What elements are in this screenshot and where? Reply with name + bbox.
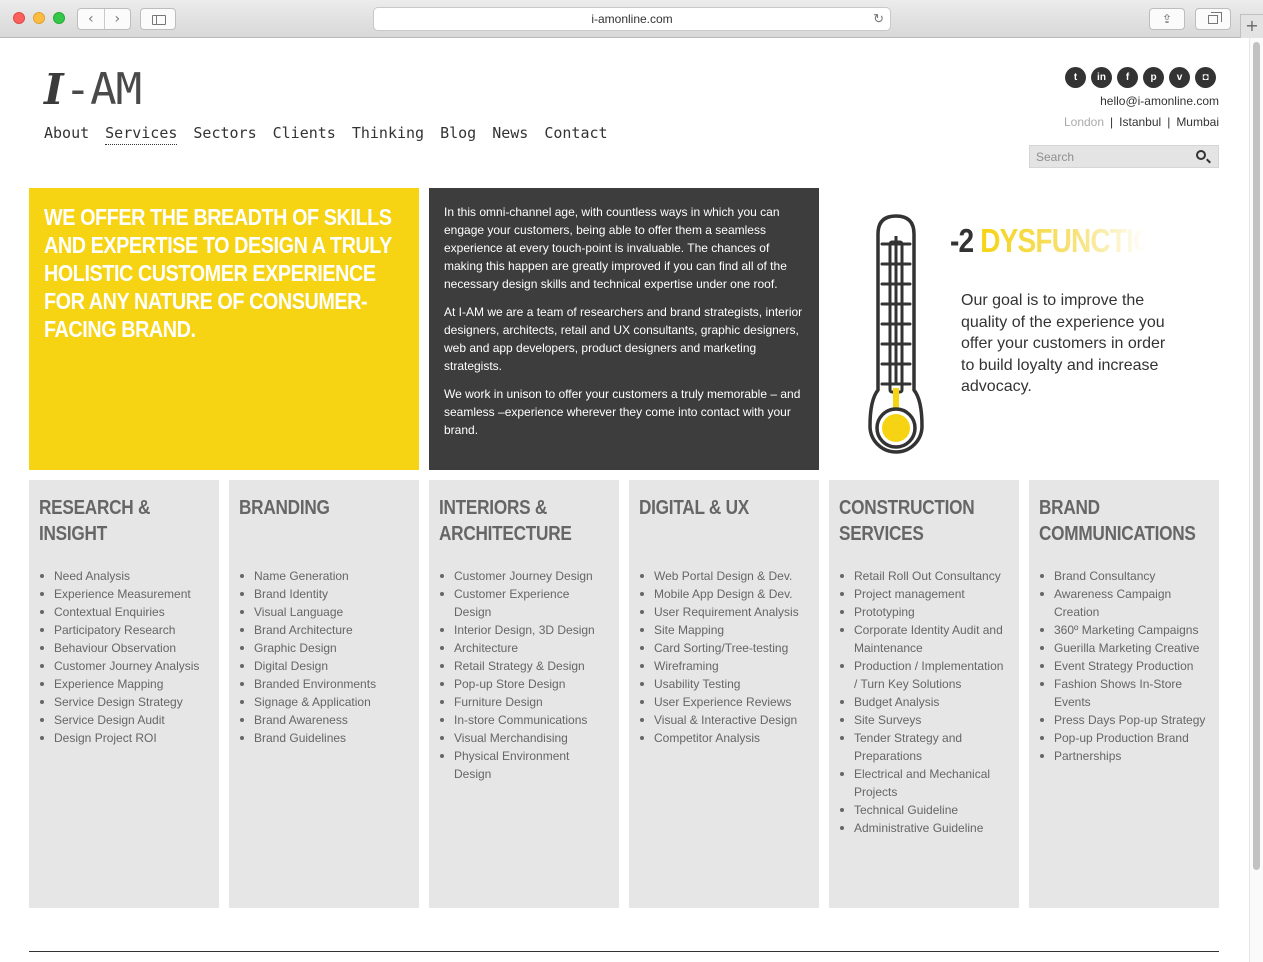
service-item[interactable]: Retail Strategy & Design <box>439 657 609 675</box>
nav-services[interactable]: Services <box>105 124 177 145</box>
service-item[interactable]: Experience Mapping <box>39 675 209 693</box>
service-item[interactable]: Budget Analysis <box>839 693 1009 711</box>
service-item[interactable]: Tender Strategy and Preparations <box>839 729 1009 765</box>
service-item[interactable]: Project management <box>839 585 1009 603</box>
reload-icon[interactable]: ↻ <box>873 11 884 26</box>
share-button[interactable]: ⇪ <box>1149 8 1185 30</box>
nav-blog[interactable]: Blog <box>440 124 477 142</box>
close-window-button[interactable] <box>13 12 25 24</box>
nav-sectors[interactable]: Sectors <box>193 124 257 142</box>
intro-paragraph: In this omni-channel age, with countless ways in which you can engage your customers, being able to offer them a seamless experience at every touch-point is invaluable. The chances of making this happen are greatly improved if you can find all of the necessary design skills and technical expertise under one roof. <box>444 205 787 291</box>
service-list <box>639 567 809 747</box>
service-item[interactable]: Usability Testing <box>639 675 809 693</box>
tabs-icon <box>1208 15 1218 24</box>
history-buttons <box>77 8 131 30</box>
service-item[interactable]: Physical Environment Design <box>439 747 609 783</box>
intro-paragraph: We work in unison to offer your customers a truly memorable – and seamless –experience wherever they come into contact with your brand. <box>444 387 801 437</box>
new-tab-button[interactable]: + <box>1240 14 1263 38</box>
nav-about[interactable]: About <box>44 124 90 142</box>
service-item[interactable]: Architecture <box>439 639 609 657</box>
service-item[interactable]: Pop-up Store Design <box>439 675 609 693</box>
service-item[interactable]: Service Design Strategy <box>39 693 209 711</box>
service-title: RESEARCH & INSIGHT <box>39 497 151 545</box>
service-item[interactable]: Card Sorting/Tree-testing <box>639 639 809 657</box>
service-item[interactable]: Digital Design <box>239 657 409 675</box>
thermometer-icon <box>866 212 926 454</box>
intro-paragraph: At I-AM we are a team of researchers and brand strategists, interior designers, architects, retail and UX consultants, graphic designers, web and app developers, product designers and marketing strategists. <box>444 305 803 373</box>
service-item[interactable]: Event Strategy Production <box>1039 657 1209 675</box>
contact-email[interactable]: hello@i-amonline.com <box>1100 94 1219 108</box>
pinterest-icon[interactable]: p <box>1143 67 1164 88</box>
service-title: INTERIORS & ARCHITECTURE <box>439 497 572 545</box>
service-item[interactable]: Prototyping <box>839 603 1009 621</box>
search-input[interactable] <box>1030 146 1190 167</box>
service-item[interactable]: Participatory Research <box>39 621 209 639</box>
goal-statement: Our goal is to improve the quality of the experience you offer your customers in order to build loyalty and increase advocacy. <box>961 292 1166 395</box>
hero-headline: WE OFFER THE BREADTH OF SKILLS AND EXPERTISE TO DESIGN A TRULY HOLISTIC CUSTOMER EXPERIENCE FOR ANY NATURE OF CONSUMER-FACING BRAND. <box>44 204 392 342</box>
city-london[interactable]: London <box>1063 115 1105 129</box>
nav-contact[interactable]: Contact <box>544 124 608 142</box>
service-item[interactable]: Brand Consultancy <box>1039 567 1209 585</box>
service-item[interactable]: In-store Communications <box>439 711 609 729</box>
service-item[interactable]: Site Mapping <box>639 621 809 639</box>
service-item[interactable]: Contextual Enquiries <box>39 603 209 621</box>
service-item[interactable]: User Requirement Analysis <box>639 603 809 621</box>
service-item[interactable]: Awareness Campaign Creation <box>1039 585 1209 621</box>
service-item[interactable]: Signage & Application <box>239 693 409 711</box>
site-logo[interactable] <box>44 63 142 115</box>
service-column-branding <box>229 480 419 908</box>
nav-clients[interactable]: Clients <box>272 124 336 142</box>
service-list <box>239 567 409 747</box>
instagram-icon[interactable]: ◘ <box>1195 67 1216 88</box>
service-item[interactable]: Competitor Analysis <box>639 729 809 747</box>
social-links <box>1065 67 1216 88</box>
service-item[interactable]: Production / Implementation / Turn Key Solutions <box>839 657 1009 693</box>
service-item[interactable]: Furniture Design <box>439 693 609 711</box>
service-item[interactable]: Pop-up Production Brand <box>1039 729 1209 747</box>
city-separator: | <box>1110 115 1114 129</box>
logo-text: -AM <box>64 63 142 115</box>
service-item[interactable]: Web Portal Design & Dev. <box>639 567 809 585</box>
service-item[interactable]: Behaviour Observation <box>39 639 209 657</box>
zoom-window-button[interactable] <box>53 12 65 24</box>
service-column-digital <box>629 480 819 908</box>
back-button[interactable]: ‹ <box>78 9 105 29</box>
main-nav <box>44 124 608 145</box>
minimize-window-button[interactable] <box>33 12 45 24</box>
service-item[interactable]: Brand Guidelines <box>239 729 409 747</box>
service-item[interactable]: Brand Awareness <box>239 711 409 729</box>
service-title: BRAND COMMUNICATIONS <box>1039 497 1196 545</box>
service-list <box>1039 567 1209 765</box>
service-item[interactable]: Customer Experience Design <box>439 585 609 621</box>
hero-headline-panel <box>29 188 419 470</box>
linkedin-icon[interactable]: in <box>1091 67 1112 88</box>
service-item[interactable]: Experience Measurement <box>39 585 209 603</box>
service-column-interiors <box>429 480 619 908</box>
service-item[interactable]: Brand Architecture <box>239 621 409 639</box>
service-title: DIGITAL & UX <box>639 497 749 519</box>
show-tabs-button[interactable] <box>1195 8 1231 30</box>
service-item[interactable]: Fashion Shows In-Store Events <box>1039 675 1209 711</box>
service-column-construction <box>829 480 1019 908</box>
service-list <box>439 567 609 783</box>
browser-toolbar <box>0 0 1263 38</box>
service-item[interactable]: Retail Roll Out Consultancy <box>839 567 1009 585</box>
nav-thinking[interactable]: Thinking <box>351 124 425 142</box>
url-text: i-amonline.com <box>591 12 673 26</box>
service-item[interactable]: Interior Design, 3D Design <box>439 621 609 639</box>
service-item[interactable]: Name Generation <box>239 567 409 585</box>
service-item[interactable]: Design Project ROI <box>39 729 209 747</box>
service-item[interactable]: Guerilla Marketing Creative <box>1039 639 1209 657</box>
service-item[interactable]: Partnerships <box>1039 747 1209 765</box>
city-selector <box>1064 115 1219 129</box>
dysfunction-heading <box>950 222 1154 260</box>
service-item[interactable]: Technical Guideline <box>839 801 1009 819</box>
sidebar-icon <box>152 15 166 25</box>
service-column-research <box>29 480 219 908</box>
scrollbar-thumb[interactable] <box>1253 42 1260 870</box>
service-item[interactable]: Press Days Pop-up Strategy <box>1039 711 1209 729</box>
service-item[interactable]: Electrical and Mechanical Projects <box>839 765 1009 801</box>
service-item[interactable]: Site Surveys <box>839 711 1009 729</box>
service-column-communications <box>1029 480 1219 908</box>
logo-initial: I <box>44 64 65 114</box>
hero-intro-panel <box>429 188 819 470</box>
service-title: CONSTRUCTION SERVICES <box>839 497 975 545</box>
service-item[interactable]: Brand Identity <box>239 585 409 603</box>
service-item[interactable]: 360º Marketing Campaigns <box>1039 621 1209 639</box>
service-title: BRANDING <box>239 497 330 519</box>
search-icon[interactable] <box>1196 150 1206 160</box>
dysfunction-number: -2 <box>950 222 974 259</box>
service-item[interactable]: Need Analysis <box>39 567 209 585</box>
service-item[interactable]: Service Design Audit <box>39 711 209 729</box>
service-item[interactable]: Graphic Design <box>239 639 409 657</box>
service-item[interactable]: Administrative Guideline <box>839 819 1009 837</box>
sidebar-toggle-button[interactable] <box>140 8 176 30</box>
service-item[interactable]: Branded Environments <box>239 675 409 693</box>
service-item[interactable]: Customer Journey Analysis <box>39 657 209 675</box>
service-item[interactable]: Visual Merchandising <box>439 729 609 747</box>
forward-button[interactable]: › <box>114 11 121 27</box>
service-item[interactable]: Wireframing <box>639 657 809 675</box>
dysfunction-word: DYSFUNCTIO <box>980 222 1155 259</box>
service-item[interactable]: Corporate Identity Audit and Maintenance <box>839 621 1009 657</box>
twitter-icon[interactable]: t <box>1065 67 1086 88</box>
city-separator: | <box>1167 115 1171 129</box>
address-bar[interactable] <box>373 7 891 31</box>
service-item[interactable]: Mobile App Design & Dev. <box>639 585 809 603</box>
city-istanbul[interactable]: Istanbul <box>1119 115 1162 129</box>
service-item[interactable]: Customer Journey Design <box>439 567 609 585</box>
service-item[interactable]: Visual Language <box>239 603 409 621</box>
service-item[interactable]: Visual & Interactive Design <box>639 711 809 729</box>
service-list <box>839 567 1009 837</box>
city-mumbai[interactable]: Mumbai <box>1176 115 1219 129</box>
vimeo-icon[interactable]: v <box>1169 67 1190 88</box>
service-list <box>39 567 209 747</box>
search-box <box>1029 145 1219 168</box>
facebook-icon[interactable]: f <box>1117 67 1138 88</box>
service-item[interactable]: User Experience Reviews <box>639 693 809 711</box>
footer-divider <box>29 951 1219 952</box>
nav-news[interactable]: News <box>492 124 529 142</box>
